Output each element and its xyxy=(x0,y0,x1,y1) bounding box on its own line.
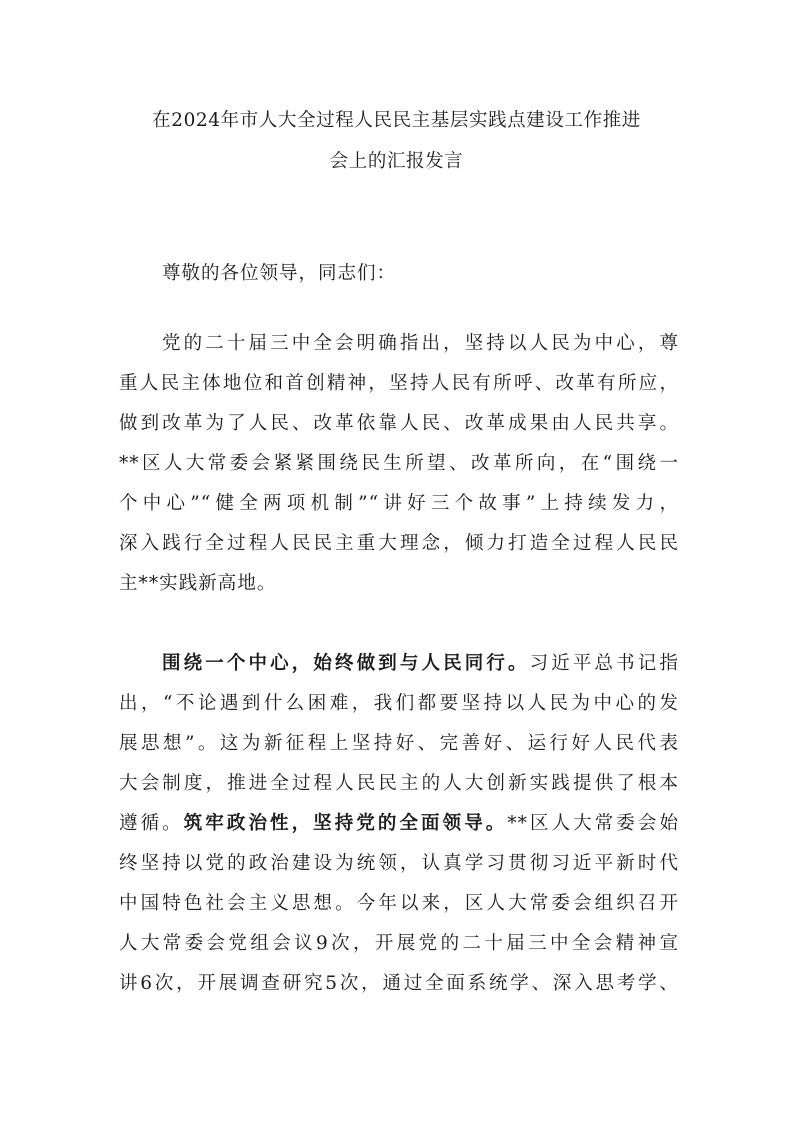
paragraph-line: 出，“不论遇到什么困难，我们都要坚持以人民为中心的发 xyxy=(119,693,679,714)
paragraph-line xyxy=(119,804,679,844)
paragraph-text: 习近平总书记指 xyxy=(529,653,679,674)
paragraph-text: 遵循。 xyxy=(119,813,184,834)
paragraph-line: 讲6次，开展调查研究5次，通过全面系统学、深入思考学、 xyxy=(119,973,679,994)
paragraph-line: 党的二十届三中全会明确指出，坚持以人民为中心，尊 xyxy=(162,333,679,354)
paragraph-line: 人大常委会党组会议9次，开展党的二十届三中全会精神宣 xyxy=(119,933,679,954)
paragraph-line: **区人大常委会紧紧围绕民生所望、改革所向，在“围绕一 xyxy=(119,453,679,474)
paragraph-one-center xyxy=(119,644,679,1004)
paragraph-line: 重人民主体地位和首创精神，坚持人民有所呼、改革有所应， xyxy=(119,373,679,394)
paragraph-line: 个中心”“健全两项机制”“讲好三个故事”上持续发力， xyxy=(119,493,679,514)
paragraph-line: 做到改革为了人民、改革依靠人民、改革成果由人民共享。 xyxy=(119,413,679,434)
paragraph-line: 深入践行全过程人民民主重大理念，倾力打造全过程人民民 xyxy=(119,533,679,554)
paragraph-line: 大会制度，推进全过程人民民主的人大创新实践提供了根本 xyxy=(119,773,679,794)
paragraph-line: 中国特色社会主义思想。今年以来，区人大常委会组织召开 xyxy=(119,893,679,914)
paragraph-intro xyxy=(119,324,679,604)
paragraph-text: **区人大常委会始 xyxy=(507,813,680,834)
salutation: 尊敬的各位领导，同志们： xyxy=(162,263,397,284)
title-line-2: 会上的汇报发言 xyxy=(329,151,464,172)
section-heading: 围绕一个中心，始终做到与人民同行。 xyxy=(162,653,530,674)
paragraph-line: 终坚持以党的政治建设为统领，认真学习贯彻习近平新时代 xyxy=(119,853,679,874)
paragraph-line: 展思想”。这为新征程上坚持好、完善好、运行好人民代表 xyxy=(119,733,679,754)
document-title xyxy=(110,100,683,182)
paragraph-line: 主**实践新高地。 xyxy=(119,573,277,594)
subsection-heading: 筑牢政治性，坚持党的全面领导。 xyxy=(183,813,508,834)
paragraph-line xyxy=(119,644,679,684)
title-line-1: 在2024年市人大全过程人民民主基层实践点建设工作推进 xyxy=(152,110,641,131)
